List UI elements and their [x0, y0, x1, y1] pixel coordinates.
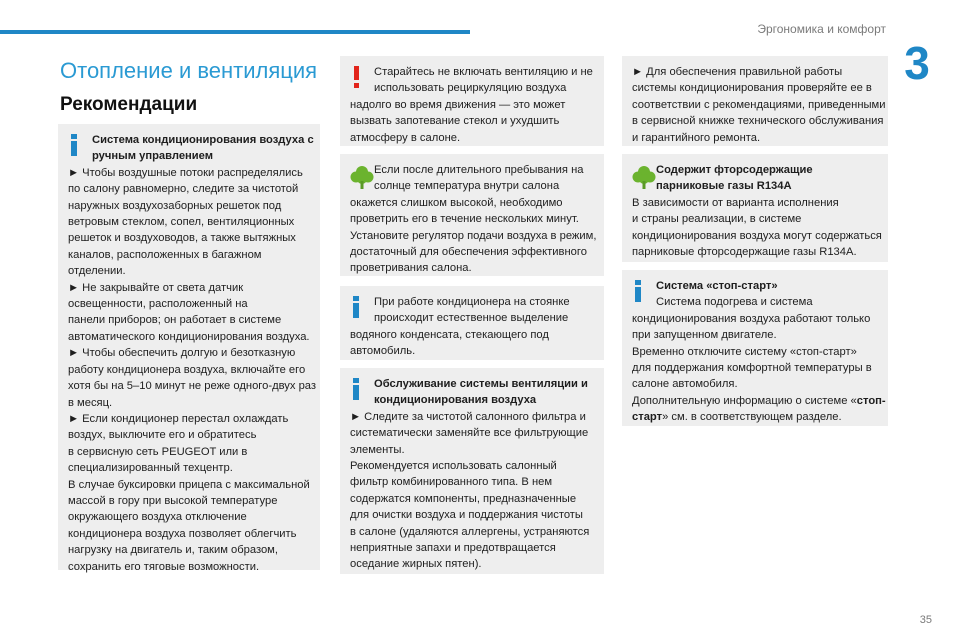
text-line: при запущенном двигателе. — [632, 329, 777, 342]
text-line: солнце температура внутри салона — [374, 180, 560, 193]
stop-start-bold: старт — [632, 411, 663, 424]
text-line: салоне автомобиля. — [632, 378, 738, 391]
info-icon — [352, 296, 360, 318]
text-line: атмосферу в салоне. — [350, 131, 461, 144]
warning-icon — [353, 66, 361, 88]
note-inspection — [622, 56, 888, 146]
text-line: системы кондиционирования проверяйте ее в — [632, 82, 872, 95]
text-line: элементы. — [350, 443, 405, 456]
text-line: содержатся компоненты, предназначенные — [350, 492, 577, 505]
note-heading: Система кондиционирования воздуха с — [92, 134, 314, 146]
text-line: нагрузку на двигатель и, таким образом, — [68, 544, 278, 557]
text-line: происходит естественное выделение — [374, 312, 569, 325]
text-line: в месяц. — [68, 396, 113, 409]
text-line: Старайтесь не включать вентиляцию и не — [374, 66, 593, 78]
text-line: панели приборов; он работает в системе — [68, 314, 282, 327]
text-line: кондиционирования воздуха работают только — [632, 312, 871, 325]
page-title: Отопление и вентиляция — [60, 58, 318, 83]
text-line: вызвать запотевание стекол и ухудшить — [350, 115, 560, 128]
text-line: решеток и воздуховодов, а также вытяжных — [68, 232, 296, 245]
text-line: и гарантийного ремонта. — [632, 131, 761, 144]
text-line: автоматического кондиционирования воздуха. — [68, 330, 310, 343]
section-title: Эргономика и комфорт — [757, 22, 886, 36]
header-accent-bar — [0, 30, 470, 34]
text-line: для очистки воздуха и поддержания чистоты — [350, 509, 583, 522]
text-line: Система подогрева и система — [656, 296, 813, 309]
text-line: оседание жирных пятен). — [350, 558, 482, 571]
text-line: Временно отключите систему «стоп-старт» — [632, 345, 857, 358]
text-line: в сервисной книжке технического обслуживания — [632, 115, 884, 128]
text-line: ► Для обеспечения правильной работы — [632, 66, 843, 78]
chapter-number: 3 — [904, 37, 930, 89]
page-subtitle: Рекомендации — [60, 94, 198, 115]
text-line-mixed — [632, 409, 878, 425]
text-line: проветрить его в течение нескольких минут. — [350, 213, 579, 226]
text-line: Если после длительного пребывания на — [374, 164, 584, 176]
eco-note-gases — [622, 154, 888, 262]
text-line: ► Не закрывайте от света датчик — [68, 281, 244, 294]
text-line: водяного конденсата, стекающего под — [350, 328, 549, 341]
text-line: ► Если кондиционер перестал охлаждать — [68, 412, 289, 425]
text-line: В зависимости от варианта исполнения — [632, 196, 839, 209]
tree-icon — [350, 164, 374, 190]
note-heading: кондиционирования воздуха — [374, 394, 537, 407]
text-run: » см. в соответствующем разделе. — [662, 411, 842, 424]
text-line: кондиционера воздуха позволяет облегчить — [68, 527, 297, 540]
text-line: в сервисную сеть PEUGEOT или в — [68, 445, 248, 458]
text-line: ► Чтобы обеспечить долгую и безотказную — [68, 347, 296, 360]
stop-start-bold: стоп- — [856, 394, 886, 407]
text-line: хотя бы на 5–10 минут не реже одного-двух раз — [68, 380, 317, 393]
info-maintenance — [340, 368, 604, 574]
text-line: Рекомендуется использовать салонный — [350, 460, 557, 473]
text-line: по салону равномерно, следите за чистотой — [68, 183, 299, 196]
text-line: сохранить его тяговые возможности. — [68, 560, 260, 573]
note-heading: Система «стоп-старт» — [656, 280, 778, 292]
text-line: для поддержания комфортной температуры в — [632, 362, 872, 375]
text-line: парниковые фторсодержащие газы R134A. — [632, 246, 857, 259]
text-line: систематически заменяйте все фильтрующие — [350, 427, 589, 440]
text-line: достаточный для обеспечения эффективного — [350, 246, 587, 259]
eco-note-airing — [340, 154, 604, 276]
text-line: и страны реализации, в системе — [632, 213, 802, 226]
text-line-mixed — [632, 393, 886, 409]
info-condensation — [340, 286, 604, 360]
text-line: наружных воздухозаборных решеток под — [68, 199, 282, 212]
text-line: фильтр комбинированного типа. В нем — [350, 476, 553, 489]
text-line: в салоне (удаляются аллергены, устраняются — [350, 525, 590, 538]
info-icon — [352, 378, 360, 400]
info-icon — [634, 280, 642, 302]
text-line: освещенности, расположенный на — [68, 298, 248, 311]
note-heading: парниковые газы R134A — [656, 180, 792, 193]
warning-ventilation — [340, 56, 604, 146]
text-line: автомобиль. — [350, 345, 416, 358]
info-icon — [70, 134, 78, 156]
text-line: специализированный техцентр. — [68, 462, 233, 475]
text-line: массой в гору при высокой температуре — [68, 494, 278, 507]
text-line: проветривания салона. — [350, 262, 472, 275]
text-run: Дополнительную информацию о системе « — [632, 394, 857, 407]
text-line: использовать рециркуляцию воздуха — [374, 82, 567, 95]
info-stop-start — [622, 270, 888, 426]
text-line: кондиционирования воздуха могут содержаться — [632, 229, 882, 242]
note-heading: ручным управлением — [92, 150, 214, 163]
text-line: неприятные запахи и предотвращается — [350, 542, 556, 555]
note-manual-ac — [58, 124, 320, 573]
note-heading: Содержит фторсодержащие — [656, 164, 813, 176]
text-line: окажется слишком высокой, необходимо — [350, 196, 563, 209]
text-line: Установите регулятор подачи воздуха в режим, — [350, 229, 597, 242]
page-number: 35 — [919, 614, 932, 626]
text-line: ветровым стеклом, сопел, вентиляционных — [68, 216, 295, 229]
text-line: надолго во время движения — это может — [350, 98, 566, 111]
text-line: В случае буксировки прицепа с максимальной — [68, 478, 310, 491]
text-line: ► Чтобы воздушные потоки распределялись — [68, 166, 303, 179]
text-line: каналов, расположенных в багажном — [68, 248, 262, 261]
tree-icon — [632, 164, 656, 190]
text-line: При работе кондиционера на стоянке — [374, 296, 570, 308]
note-heading: Обслуживание системы вентиляции и — [374, 378, 588, 390]
text-line: окружающего воздуха отключение — [68, 511, 247, 524]
text-line: соответствии с рекомендациями, приведенными — [632, 98, 886, 111]
text-line: работу кондиционера воздуха, включайте его — [68, 363, 306, 376]
text-line: воздух, выключите его и обратитесь — [68, 429, 257, 442]
text-line: отделении. — [68, 265, 126, 278]
text-line: ► Следите за чистотой салонного фильтра и — [350, 410, 586, 423]
